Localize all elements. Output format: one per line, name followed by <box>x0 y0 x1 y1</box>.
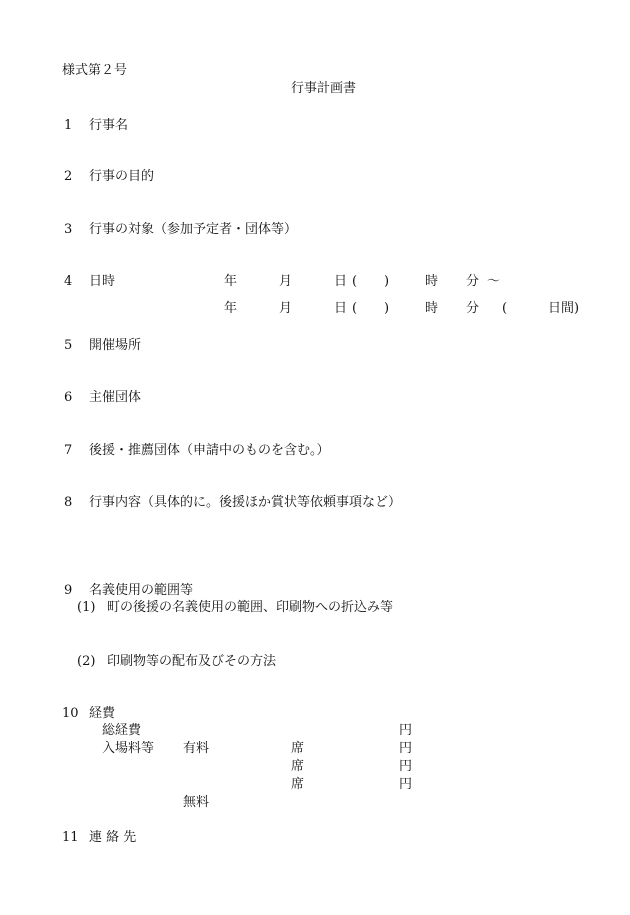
free-label: 無料 <box>183 795 210 810</box>
minute-label: 分 <box>466 274 480 289</box>
day-label: 日 <box>334 274 348 289</box>
total-expense-label: 総経費 <box>102 723 142 738</box>
item-number: 8 <box>64 495 73 510</box>
form-number: 様式第２号 <box>62 63 128 78</box>
item-label-supporters: 後援・推薦団体（申請中のものを含む。） <box>89 443 330 458</box>
year-label: 年 <box>224 301 238 316</box>
weekday-paren-open: ( <box>352 301 358 316</box>
item-number: 10 <box>62 706 79 721</box>
tilde: ～ <box>487 274 501 289</box>
subitem-label-distribution: 印刷物等の配布及びその方法 <box>107 654 277 669</box>
hour-label: 時 <box>425 301 439 316</box>
item-label-event-purpose: 行事の目的 <box>89 169 155 184</box>
subitem-number: (1) <box>77 600 96 615</box>
item-label-datetime: 日時 <box>89 274 116 289</box>
item-number: 3 <box>64 222 73 237</box>
weekday-paren-close: ) <box>384 274 390 289</box>
item-number: 2 <box>64 169 73 184</box>
seat-label: 席 <box>291 777 305 792</box>
item-number: 6 <box>64 390 73 405</box>
duration-paren-open: ( <box>502 301 508 316</box>
weekday-paren-close: ) <box>384 301 390 316</box>
item-number: 11 <box>62 830 79 845</box>
item-label-organizer: 主催団体 <box>89 390 142 405</box>
hour-label: 時 <box>425 274 439 289</box>
item-label-contact: 連 絡 先 <box>89 830 137 845</box>
yen-label: 円 <box>399 759 413 774</box>
item-number: 4 <box>64 274 73 289</box>
yen-label: 円 <box>399 723 413 738</box>
item-label-name-use: 名義使用の範囲等 <box>89 583 194 598</box>
yen-label: 円 <box>399 777 413 792</box>
year-label: 年 <box>224 274 238 289</box>
item-label-expenses: 経費 <box>89 706 116 721</box>
seat-label: 席 <box>291 741 305 756</box>
weekday-paren-open: ( <box>352 274 358 289</box>
subitem-number: (2) <box>77 654 96 669</box>
item-label-event-name: 行事名 <box>89 118 129 133</box>
day-label: 日 <box>334 301 348 316</box>
admission-label: 入場料等 <box>102 741 155 756</box>
item-number: 7 <box>64 443 73 458</box>
item-number: 1 <box>64 118 73 133</box>
subitem-label-name-use-scope: 町の後援の名義使用の範囲、印刷物への折込み等 <box>107 600 394 615</box>
item-number: 5 <box>64 338 73 353</box>
month-label: 月 <box>279 274 293 289</box>
yen-label: 円 <box>399 741 413 756</box>
month-label: 月 <box>279 301 293 316</box>
duration-days-label: 日間) <box>548 301 580 316</box>
minute-label: 分 <box>466 301 480 316</box>
item-label-event-target: 行事の対象（参加予定者・団体等） <box>89 222 298 237</box>
item-number: 9 <box>64 583 73 598</box>
paid-label: 有料 <box>183 741 210 756</box>
item-label-venue: 開催場所 <box>89 338 142 353</box>
item-label-event-content: 行事内容（具体的に。後援ほか賞状等依頼事項など） <box>89 495 402 510</box>
document-title: 行事計画書 <box>291 81 357 96</box>
seat-label: 席 <box>291 759 305 774</box>
